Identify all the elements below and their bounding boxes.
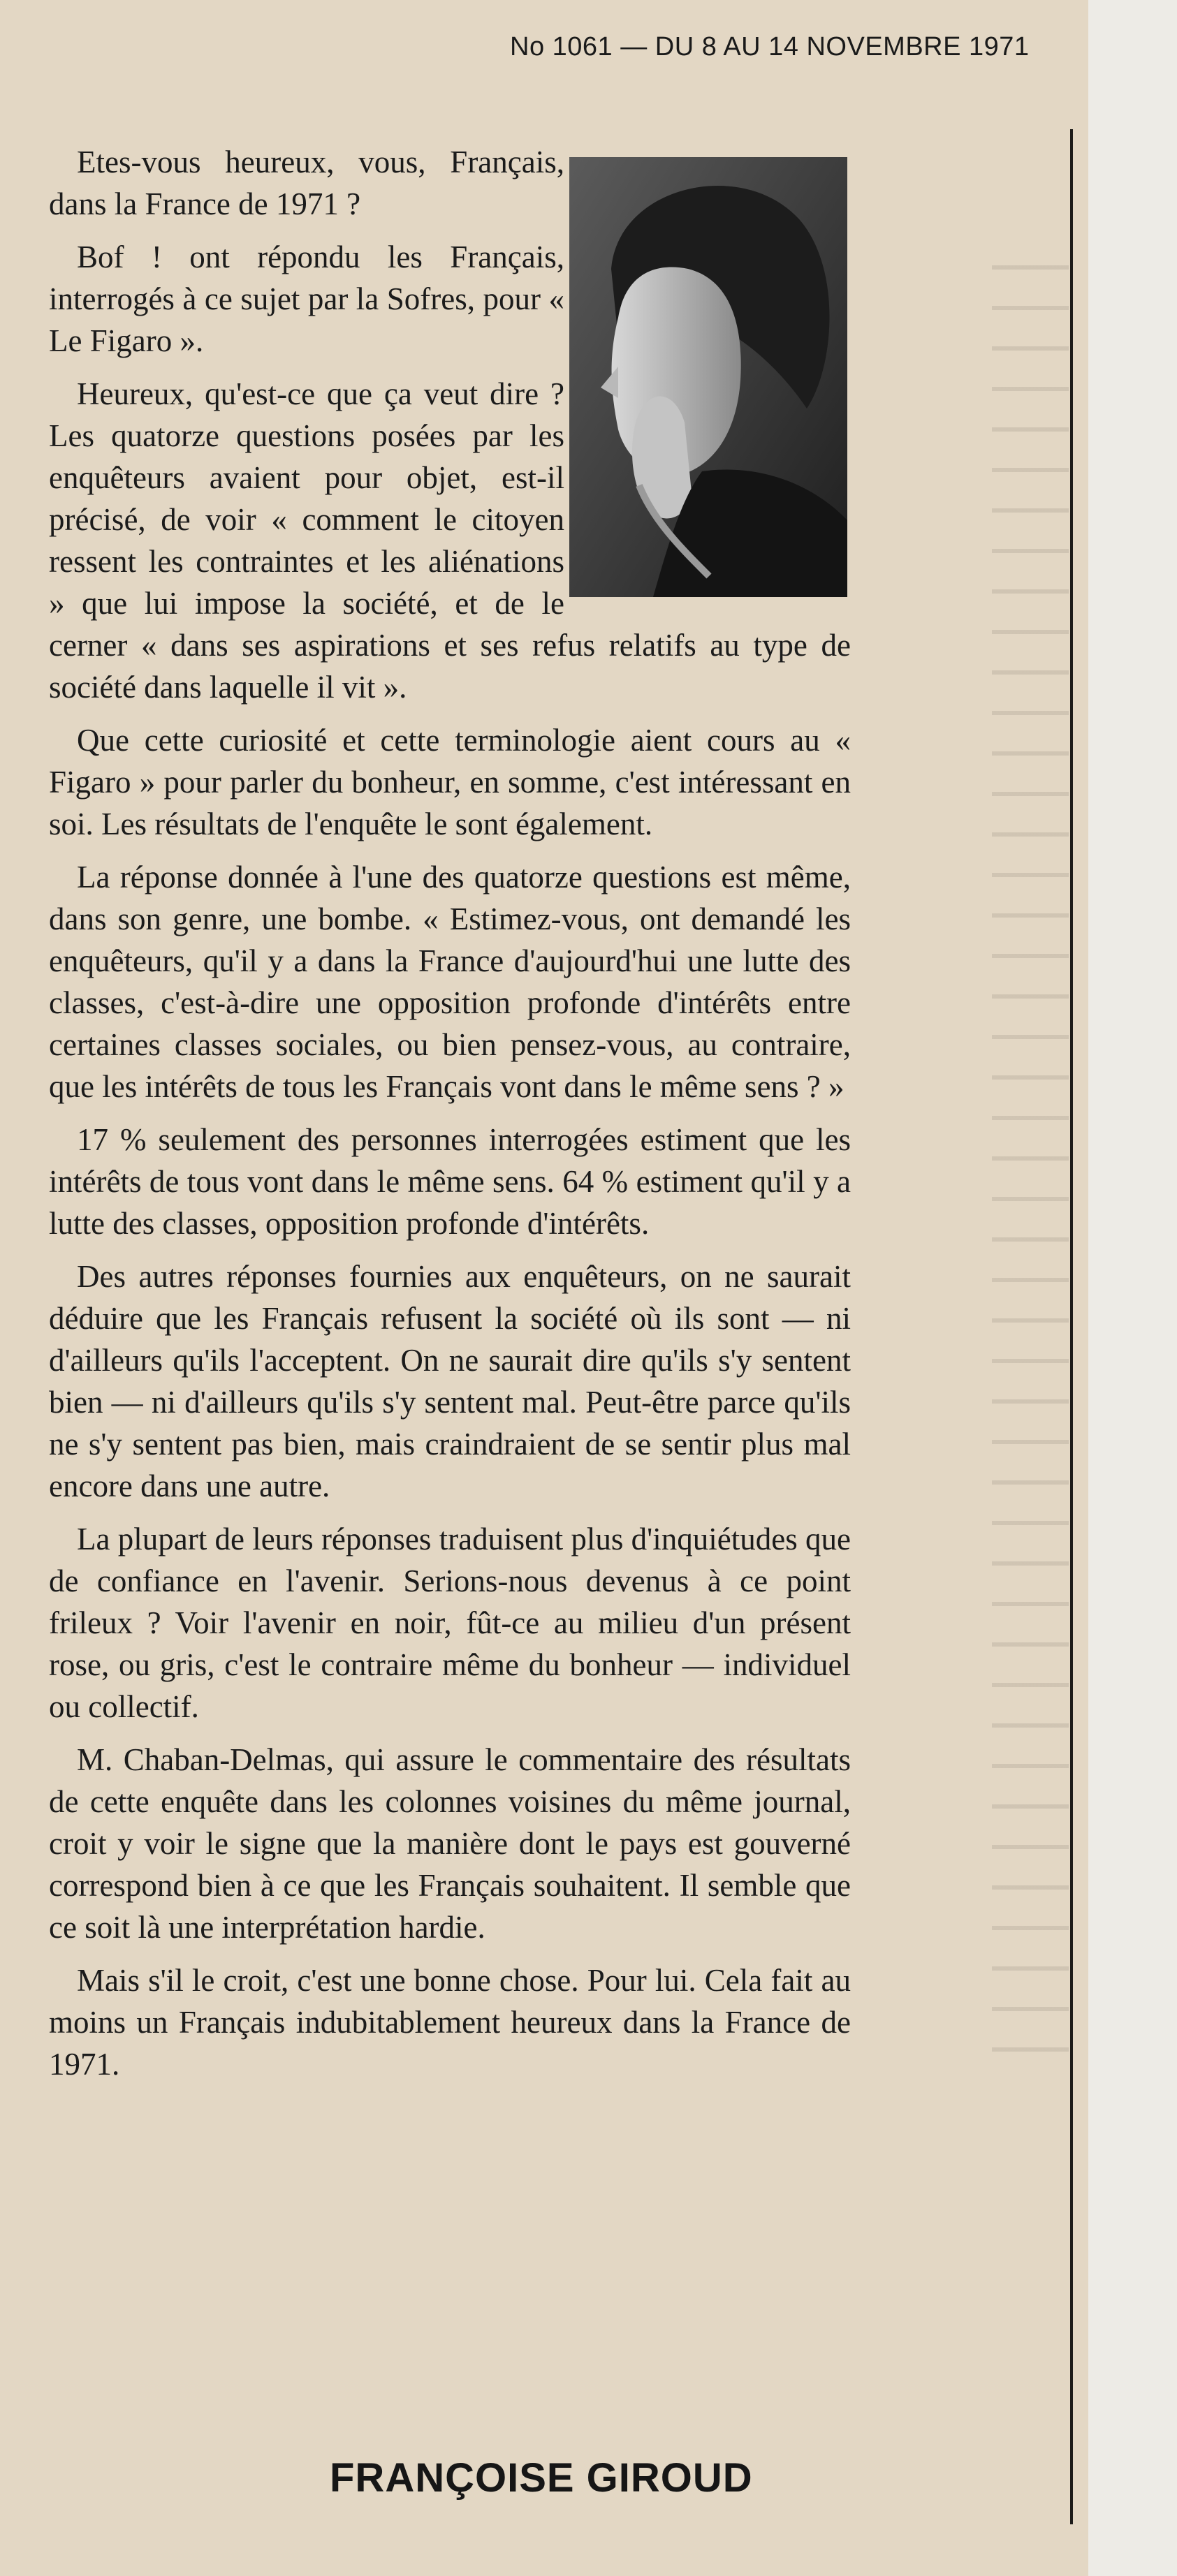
paragraph: Que cette curiosité et cette terminologie aient cours au « Figaro » pour parler du bonheur, en somme, c'est intéressant en soi. Les résultats de l'enquête le sont également. (49, 723, 851, 841)
photo-spacer (564, 141, 851, 605)
paragraph: 17 % seulement des personnes interrogées estiment que les intérêts de tous vont dans le même sens. 64 % estiment qu'il y a lutte des classes, opposition profonde d'intérêts. (49, 1122, 851, 1241)
paragraph: Mais s'il le croit, c'est une bonne chose. Pour lui. Cela fait au moins un Français indubitablement heureux dans la France de 1971. (49, 1963, 851, 2082)
author-signature: FRANÇOISE GIROUD (330, 2455, 753, 2501)
article-body (49, 141, 851, 2096)
background-strip (1088, 0, 1177, 2576)
paragraph: M. Chaban-Delmas, qui assure le commentaire des résultats de cette enquête dans les colonnes voisines du même journal, croit y voir le signe que la manière dont le pays est gouverné correspond bien à ce que les Français souhaitent. Il semble que ce soit là une interprétation hardie. (49, 1742, 851, 1945)
paragraph: Des autres réponses fournies aux enquêteurs, on ne saurait déduire que les Français refusent la société où ils sont — ni d'ailleurs qu'ils l'acceptent. On ne saurait dire qu'ils s'y sentent bien — ni d'ailleurs qu'ils s'y sentent mal. Peut-être parce qu'ils ne s'y sentent pas bien, mais craindraient de se sentir plus mal encore dans une autre. (49, 1259, 851, 1503)
paragraph: Etes-vous heureux, vous, Français, dans la France de 1971 ? (49, 145, 564, 221)
ink-bleed-through (992, 265, 1069, 2081)
column-edge-line (1070, 129, 1073, 2524)
issue-header: No 1061 — DU 8 AU 14 NOVEMBRE 1971 (510, 32, 1030, 61)
paragraph: Heureux, qu'est-ce que ça veut dire ? Les quatorze questions posées par les enquêteurs avaient pour objet, est-il précisé, de voir « comment le citoyen ressent les contraintes et les aliénations » que lui impose la société, et de le cerner « dans ses aspirations et ses refus relatifs au type de société dans laquelle il vit ». (49, 376, 851, 705)
paragraph: La plupart de leurs réponses traduisent plus d'inquiétudes que de confiance en l'avenir. Serions-nous devenus à ce point frileux ? Voir l'avenir en noir, fût-ce au milieu d'un présent rose, ou gris, c'est le contraire même du bonheur — individuel ou collectif. (49, 1522, 851, 1724)
paragraph: Bof ! ont répondu les Français, interrogés à ce sujet par la Sofres, pour « Le Figaro ». (49, 240, 564, 358)
paragraph: La réponse donnée à l'une des quatorze questions est même, dans son genre, une bombe. « Estimez-vous, ont demandé les enquêteurs, qu'il y a dans la France d'aujourd'hui une lutte des classes, c'est-à-dire une opposition profonde d'intérêts entre certaines classes sociales, ou bien pensez-vous, au contraire, que les intérêts de tous les Français vont dans le même sens ? » (49, 860, 851, 1104)
